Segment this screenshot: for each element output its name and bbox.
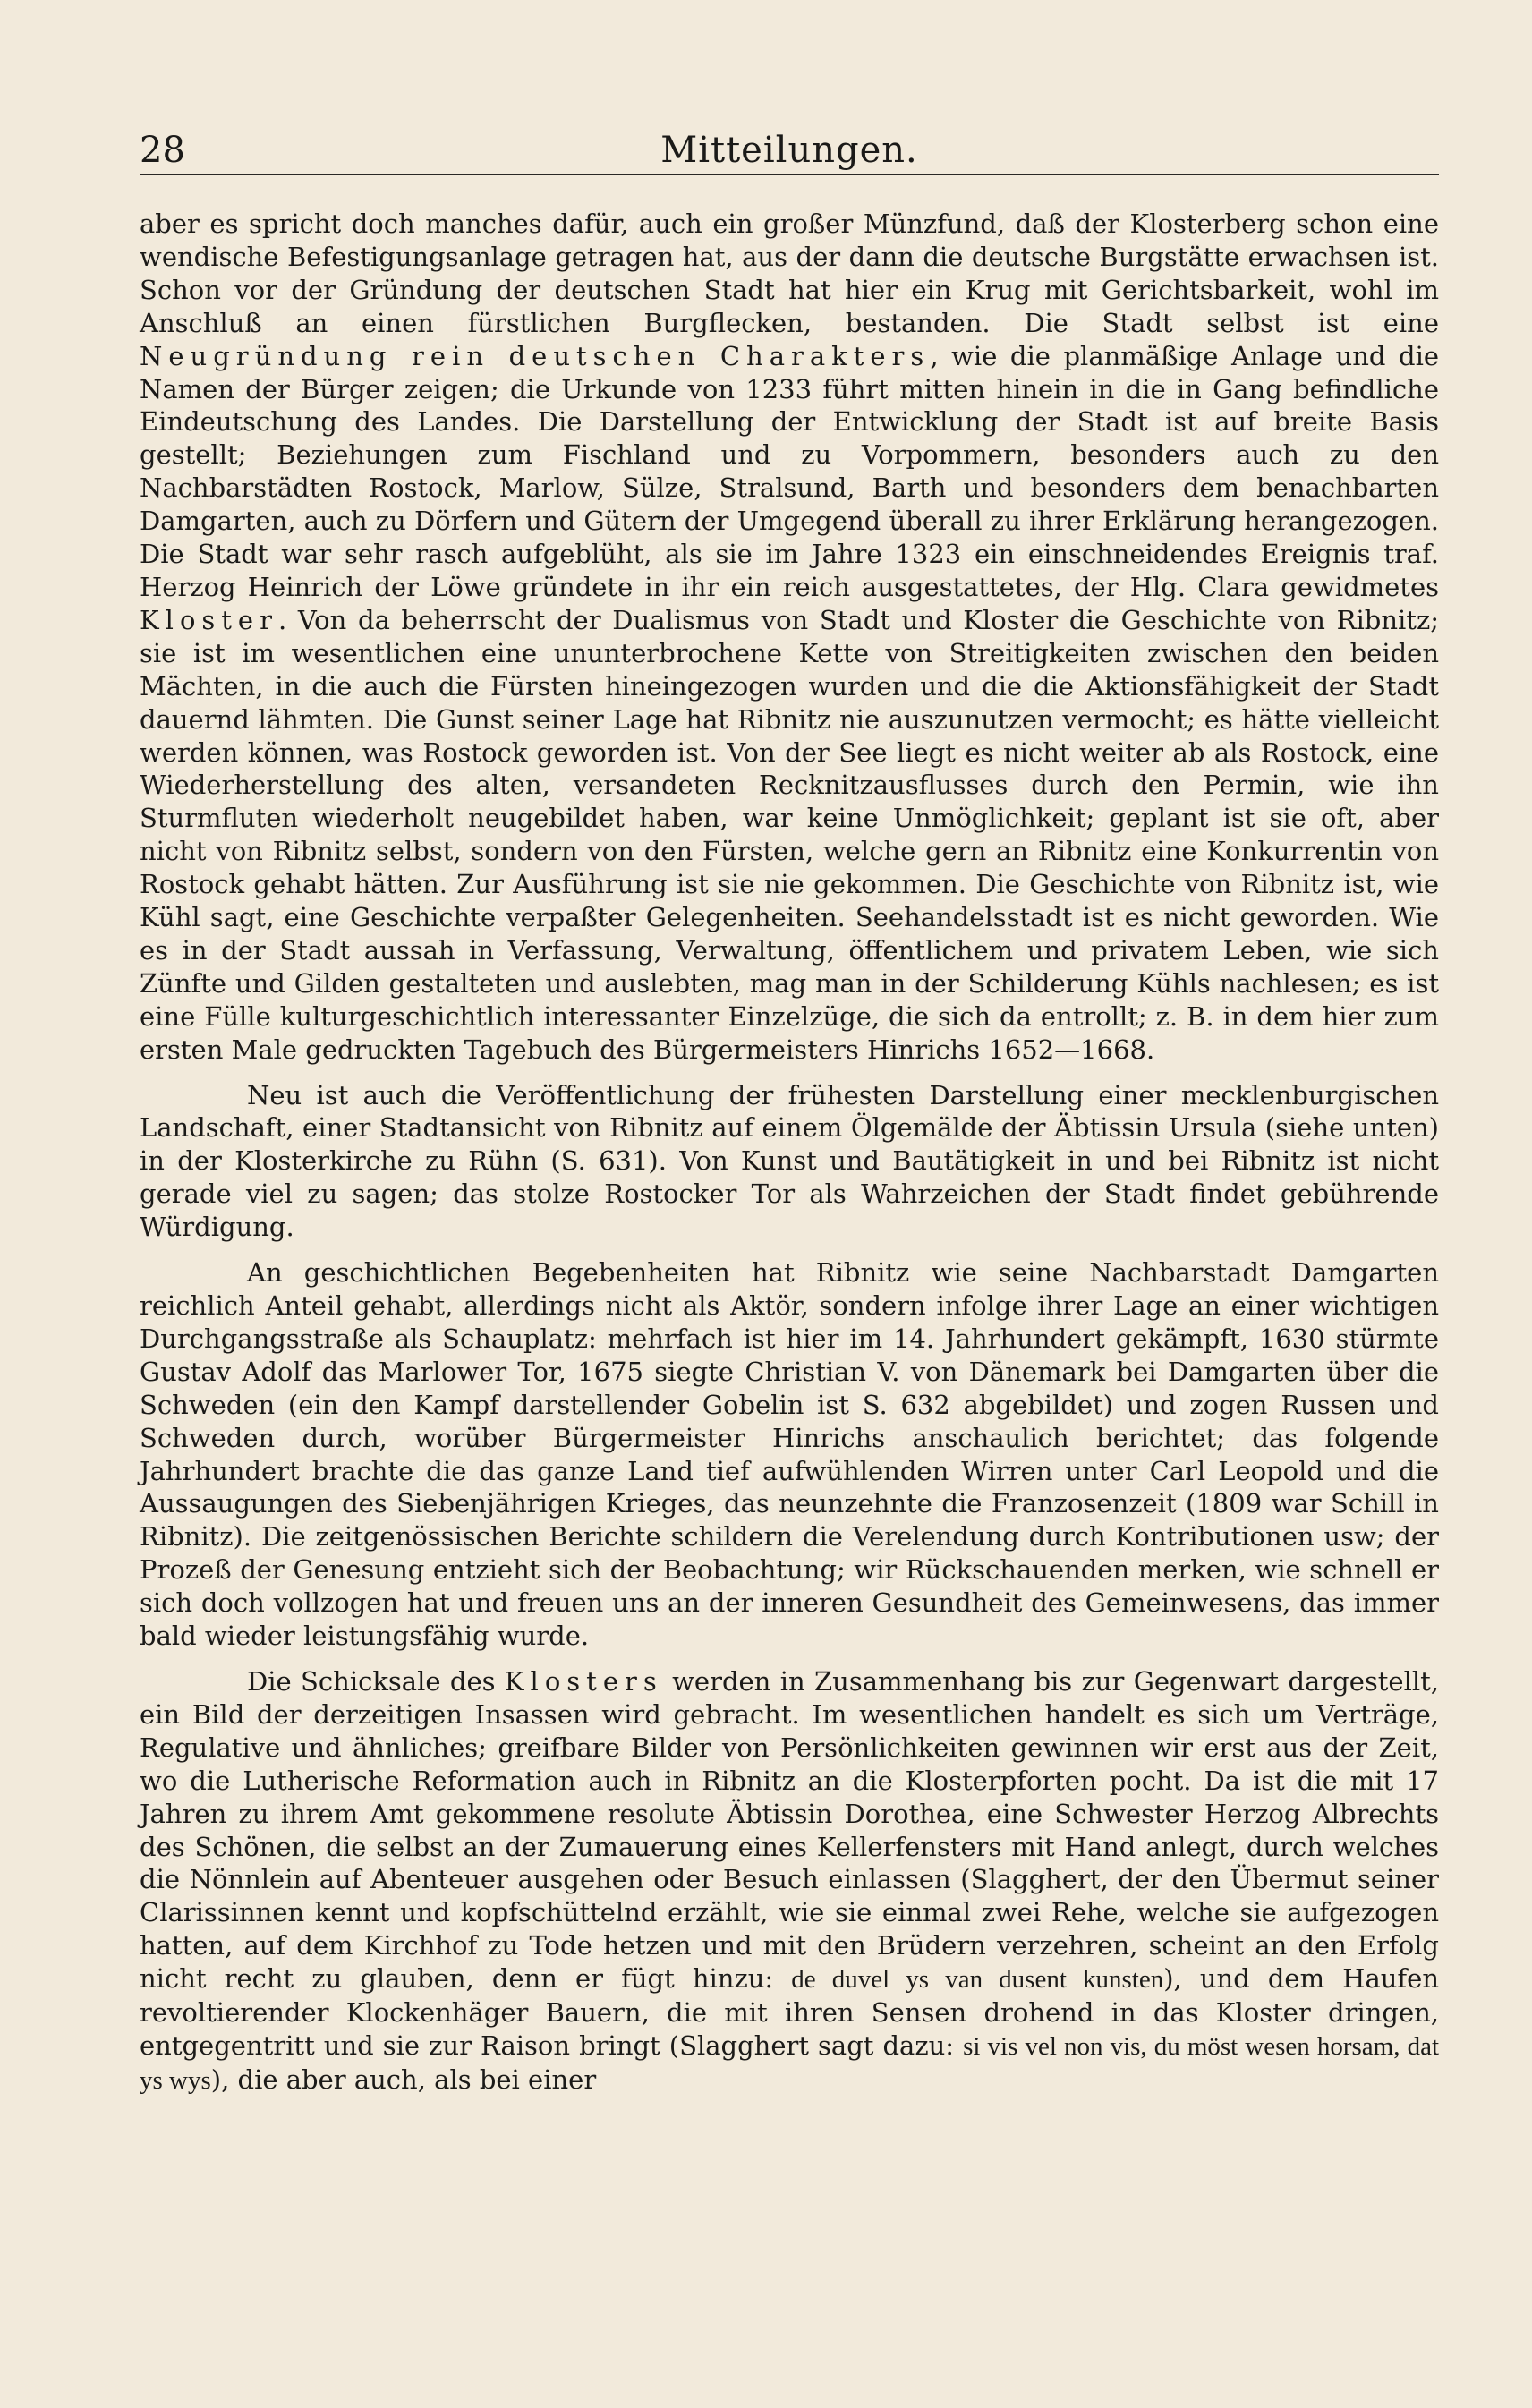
paragraph [140, 1665, 1439, 2097]
text-run: Die Schicksale des [247, 1665, 505, 1697]
text-run: ), die aber auch, als bei einer [210, 2063, 597, 2095]
spaced-emphasis: Neugründung rein deutschen Charakters [140, 340, 931, 371]
text-run: . Von da beherrscht der Dualismus von Stadt und Kloster die Geschichte von Ribnitz; sie ist im wesentlichen eine ununterbrochene Kette von Streitigkeiten zwischen den beiden Mächten, in die auch die Fürsten hineingezogen wurden und die die Aktionsfähigkeit der Stadt dauernd lähmten. Die Gunst seiner Lage hat Ribnitz nie auszunutzen vermocht; es hätte vielleicht werden können, was Rostock geworden ist. Von der See liegt es nicht weiter ab als Rostock, eine Wiederherstellung des alten, versandeten Recknitzausflusses durch den Permin, wie ihn Sturmfluten wiederholt neugebildet haben, war keine Unmöglichkeit; geplant ist sie oft, aber nicht von Ribnitz selbst, sondern von den Fürsten, welche gern an Ribnitz eine Konkurrentin von Rostock gehabt hätten. Zur Ausführung ist sie nie gekommen. Die Geschichte von Ribnitz ist, wie Kühl sagt, eine Geschichte verpaßter Gelegenheiten. Seehandelsstadt ist es nicht geworden. Wie es in der Stadt aussah in Verfassung, Verwaltung, öffentlichem und privatem Leben, wie sich Zünfte und Gilden gestalteten und auslebten, mag man in der Schilderung Kühls nachlesen; es ist eine Fülle kulturgeschichtlich interessanter Einzelzüge, die sich da entrollt; z. B. in dem hier zum ersten Male gedruckten Tagebuch des Bürgermeisters Hinrichs 1652—1668. [140, 604, 1439, 1065]
body-text [140, 208, 1439, 2097]
page-number: 28 [140, 130, 185, 171]
text-run: werden in Zusammenhang bis zur Gegenwart dargestellt, ein Bild der derzeitigen Insassen wird gebracht. Im wesentlichen handelt es sich um Verträge, Regulative und ähnliches; greifbare Bilder von Persönlichkeiten gewinnen wir erst aus der Zeit, wo die Lutherische Reformation auch in Ribnitz an die Klosterpforten pocht. Da ist die mit 17 Jahren zu ihrem Amt gekommene resolute Äbtissin Dorothea, eine Schwester Herzog Albrechts des Schönen, die selbst an der Zumauerung eines Kellerfensters mit Hand anlegt, durch welches die Nönnlein auf Abenteuer ausgehen oder Besuch einlassen (Slagghert, der den Übermut seiner Clarissinnen kennt und kopfschüttelnd erzählt, wie sie einmal zwei Rehe, welche sie aufgezogen hatten, auf dem Kirchhof zu Tode hetzen und mit den Brüdern verzehren, scheint an den Erfolg nicht recht zu glauben, denn er fügt hinzu: [140, 1665, 1440, 1995]
page-header [140, 125, 1439, 175]
text-run: aber es spricht doch manches dafür, auch ein großer Münzfund, daß der Klosterberg schon eine wendische Befestigungsanlage getragen hat, aus der dann die deutsche Burgstätte erwachsen ist. Schon vor der Gründung der deutschen Stadt hat hier ein Krug mit Gerichtsbarkeit, wohl im Anschluß an einen fürstlichen Burgflecken, bestanden. Die Stadt selbst ist eine [140, 208, 1439, 338]
spaced-emphasis: Kloster [140, 604, 278, 635]
text-run: Neu ist auch die Veröffentlichung der frühesten Darstellung einer mecklenburgischen Landschaft, einer Stadtansicht von Ribnitz auf einem Ölgemälde der Äbtissin Ursula (siehe unten) in der Klosterkirche zu Rühn (S. 631). Von Kunst und Bautätigkeit in und bei Ribnitz ist nicht gerade viel zu sagen; das stolze Rostocker Tor als Wahrzeichen der Stadt findet gebührende Würdigung. [140, 1079, 1439, 1243]
paragraph [140, 208, 1439, 1067]
paragraph [140, 1256, 1439, 1653]
spaced-emphasis: Klosters [504, 1665, 663, 1697]
latin-quote: si vis vel non vis, du möst wesen horsam, dat ys wys [140, 2031, 1439, 2095]
text-run: ), und dem Haufen revoltierender Klockenhäger Bauern, die mit ihren Sensen drohend in das Kloster dringen, entgegentritt und sie zur Raison bringt (Slagghert sagt dazu: [140, 1963, 1439, 2061]
text-run: An geschichtlichen Begebenheiten hat Ribnitz wie seine Nachbarstadt Damgarten reichlich Anteil gehabt, allerdings nicht als Aktör, sondern infolge ihrer Lage an einer wichtigen Durchgangsstraße als Schauplatz: mehrfach ist hier im 14. Jahrhundert gekämpft, 1630 stürmte Gustav Adolf das Marlower Tor, 1675 siegte Christian V. von Dänemark bei Damgarten über die Schweden (ein den Kampf darstellender Gobelin ist S. 632 abgebildet) und zogen Russen und Schweden durch, worüber Bürgermeister Hinrichs anschaulich berichtet; das folgende Jahrhundert brachte die das ganze Land tief aufwühlenden Wirren unter Carl Leopold und die Aussaugungen des Siebenjährigen Krieges, das neunzehnte die Franzosenzeit (1809 war Schill in Ribnitz). Die zeitgenössischen Berichte schildern die Verelendung durch Kontributionen usw; der Prozeß der Genesung entzieht sich der Beobachtung; wir Rückschauenden merken, wie schnell er sich doch vollzogen hat und freuen uns an der inneren Gesundheit des Gemeinwesens, das immer bald wieder leistungsfähig wurde. [140, 1257, 1439, 1652]
running-title: Mitteilungen. [660, 130, 918, 171]
header-rule [140, 174, 1439, 175]
text-run: , wie die planmäßige Anlage und die Namen der Bürger zeigen; die Urkunde von 1233 führt mitten hinein in die in Gang befindliche Eindeutschung des Landes. Die Darstellung der Entwicklung der Stadt ist auf breite Basis gestellt; Beziehungen zum Fischland und zu Vorpommern, besonders auch zu den Nachbarstädten Rostock, Marlow, Sülze, Stralsund, Barth und besonders dem benachbarten Damgarten, auch zu Dörfern und Gütern der Umgegend überall zu ihrer Erklärung herangezogen. Die Stadt war sehr rasch aufgeblüht, als sie im Jahre 1323 ein einschneidendes Ereignis traf. Herzog Heinrich der Löwe gründete in ihr ein reich ausgestattetes, der Hlg. Clara gewidmetes [140, 340, 1440, 602]
paragraph [140, 1079, 1439, 1245]
latin-quote: de duvel ys van dusent kunsten [791, 1965, 1164, 1995]
